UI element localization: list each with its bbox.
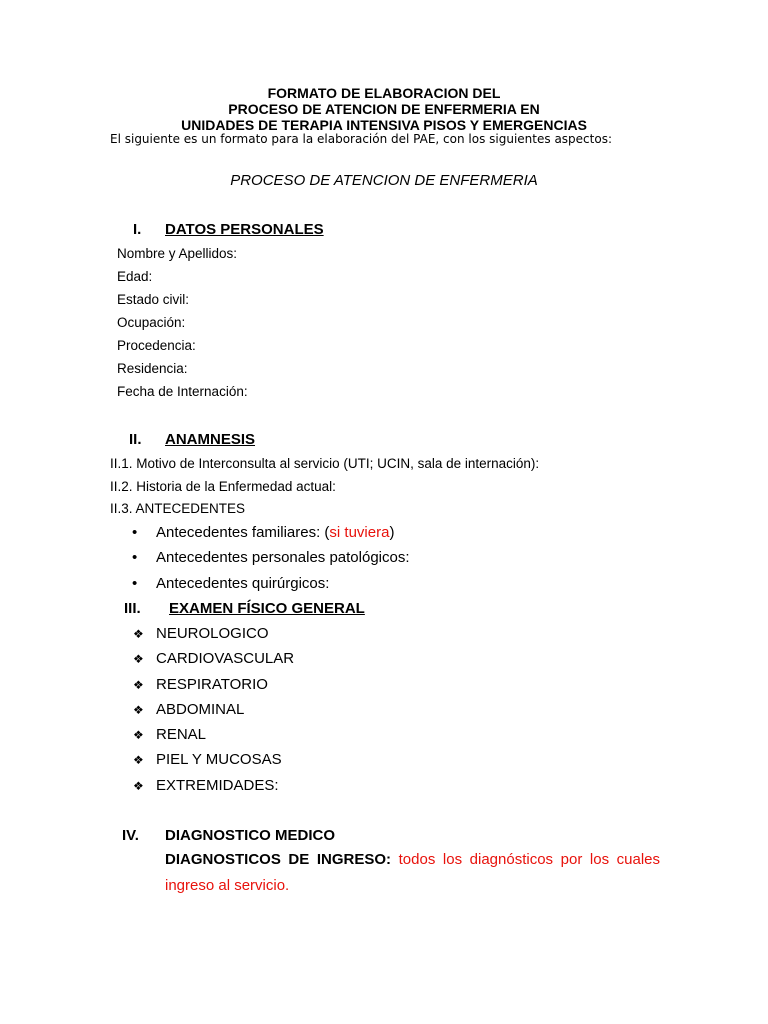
admission-diagnoses-label: DIAGNOSTICOS DE INGRESO: xyxy=(165,851,392,868)
section-2-title: ANAMNESIS xyxy=(165,431,256,448)
bullet-icon: • xyxy=(132,549,138,566)
section-4-title: DIAGNOSTICO MEDICO xyxy=(165,827,336,844)
exam-item-abdominal xyxy=(133,701,244,718)
field-civil-status: Estado civil: xyxy=(117,292,190,307)
bullet-icon: • xyxy=(132,524,138,541)
field-name: Nombre y Apellidos: xyxy=(117,246,238,261)
diamond-bullet-icon: ❖ xyxy=(133,678,144,692)
section-1-title: DATOS PERSONALES xyxy=(165,221,324,238)
field-residence: Residencia: xyxy=(117,361,188,376)
section-3-number: III. xyxy=(124,600,141,617)
anamnesis-item-2: II.2. Historia de la Enfermedad actual: xyxy=(110,479,336,494)
doc-title-line-3: UNIDADES DE TERAPIA INTENSIVA PISOS Y EMERGENCIAS xyxy=(181,117,587,133)
section-3-title: EXAMEN FÍSICO GENERAL xyxy=(169,600,365,617)
field-admission-date: Fecha de Internación: xyxy=(117,384,248,399)
exam-item-cardio xyxy=(133,650,294,667)
anamnesis-item-1: II.1. Motivo de Interconsulta al servicio (UTI; UCIN, sala de internación): xyxy=(110,456,540,471)
field-age: Edad: xyxy=(117,269,153,284)
section-1-number: I. xyxy=(133,221,142,238)
exam-item-label: RESPIRATORIO xyxy=(156,676,268,693)
exam-item-label: ABDOMINAL xyxy=(156,701,245,718)
bullet-icon: • xyxy=(132,575,138,592)
exam-item-label: NEUROLOGICO xyxy=(156,625,269,642)
admission-diagnoses-note: todos los diagnósticos por los cuales ingreso al servicio. xyxy=(165,851,661,894)
bullet-text: Antecedentes familiares: ( xyxy=(156,524,330,541)
exam-item-extremities xyxy=(133,777,279,794)
exam-item-skin xyxy=(133,751,282,768)
diamond-bullet-icon: ❖ xyxy=(133,779,144,793)
admission-diagnoses xyxy=(165,847,660,899)
bullet-text: Antecedentes personales patológicos: xyxy=(156,549,410,566)
diamond-bullet-icon: ❖ xyxy=(133,627,144,641)
exam-item-neuro xyxy=(133,625,269,642)
diamond-bullet-icon: ❖ xyxy=(133,753,144,767)
exam-item-resp xyxy=(133,676,268,693)
field-origin: Procedencia: xyxy=(117,338,196,353)
bullet-item-personal-history xyxy=(132,549,410,566)
doc-title-line-1: FORMATO DE ELABORACION DEL xyxy=(267,85,501,101)
doc-title-line-2: PROCESO DE ATENCION DE ENFERMERIA EN xyxy=(228,101,540,117)
section-4-number: IV. xyxy=(122,827,139,844)
diamond-bullet-icon: ❖ xyxy=(133,652,144,666)
bullet-item-family-history xyxy=(132,524,394,541)
bullet-note: si tuviera xyxy=(329,524,390,541)
exam-item-label: CARDIOVASCULAR xyxy=(156,650,295,667)
anamnesis-item-3: II.3. ANTECEDENTES xyxy=(110,501,246,516)
section-2-number: II. xyxy=(129,431,142,448)
exam-item-label: PIEL Y MUCOSAS xyxy=(156,751,282,768)
exam-item-label: RENAL xyxy=(156,726,207,743)
bullet-close: ) xyxy=(389,524,395,541)
field-occupation: Ocupación: xyxy=(117,315,186,330)
exam-item-label: EXTREMIDADES: xyxy=(156,777,279,794)
exam-item-renal xyxy=(133,726,206,743)
bullet-item-surgical-history xyxy=(132,575,329,592)
bullet-text: Antecedentes quirúrgicos: xyxy=(156,575,330,592)
intro-text: El siguiente es un formato para la elaboración del PAE, con los siguientes aspectos: xyxy=(110,132,612,146)
diamond-bullet-icon: ❖ xyxy=(133,703,144,717)
process-title: PROCESO DE ATENCION DE ENFERMERIA xyxy=(230,172,538,189)
diamond-bullet-icon: ❖ xyxy=(133,728,144,742)
